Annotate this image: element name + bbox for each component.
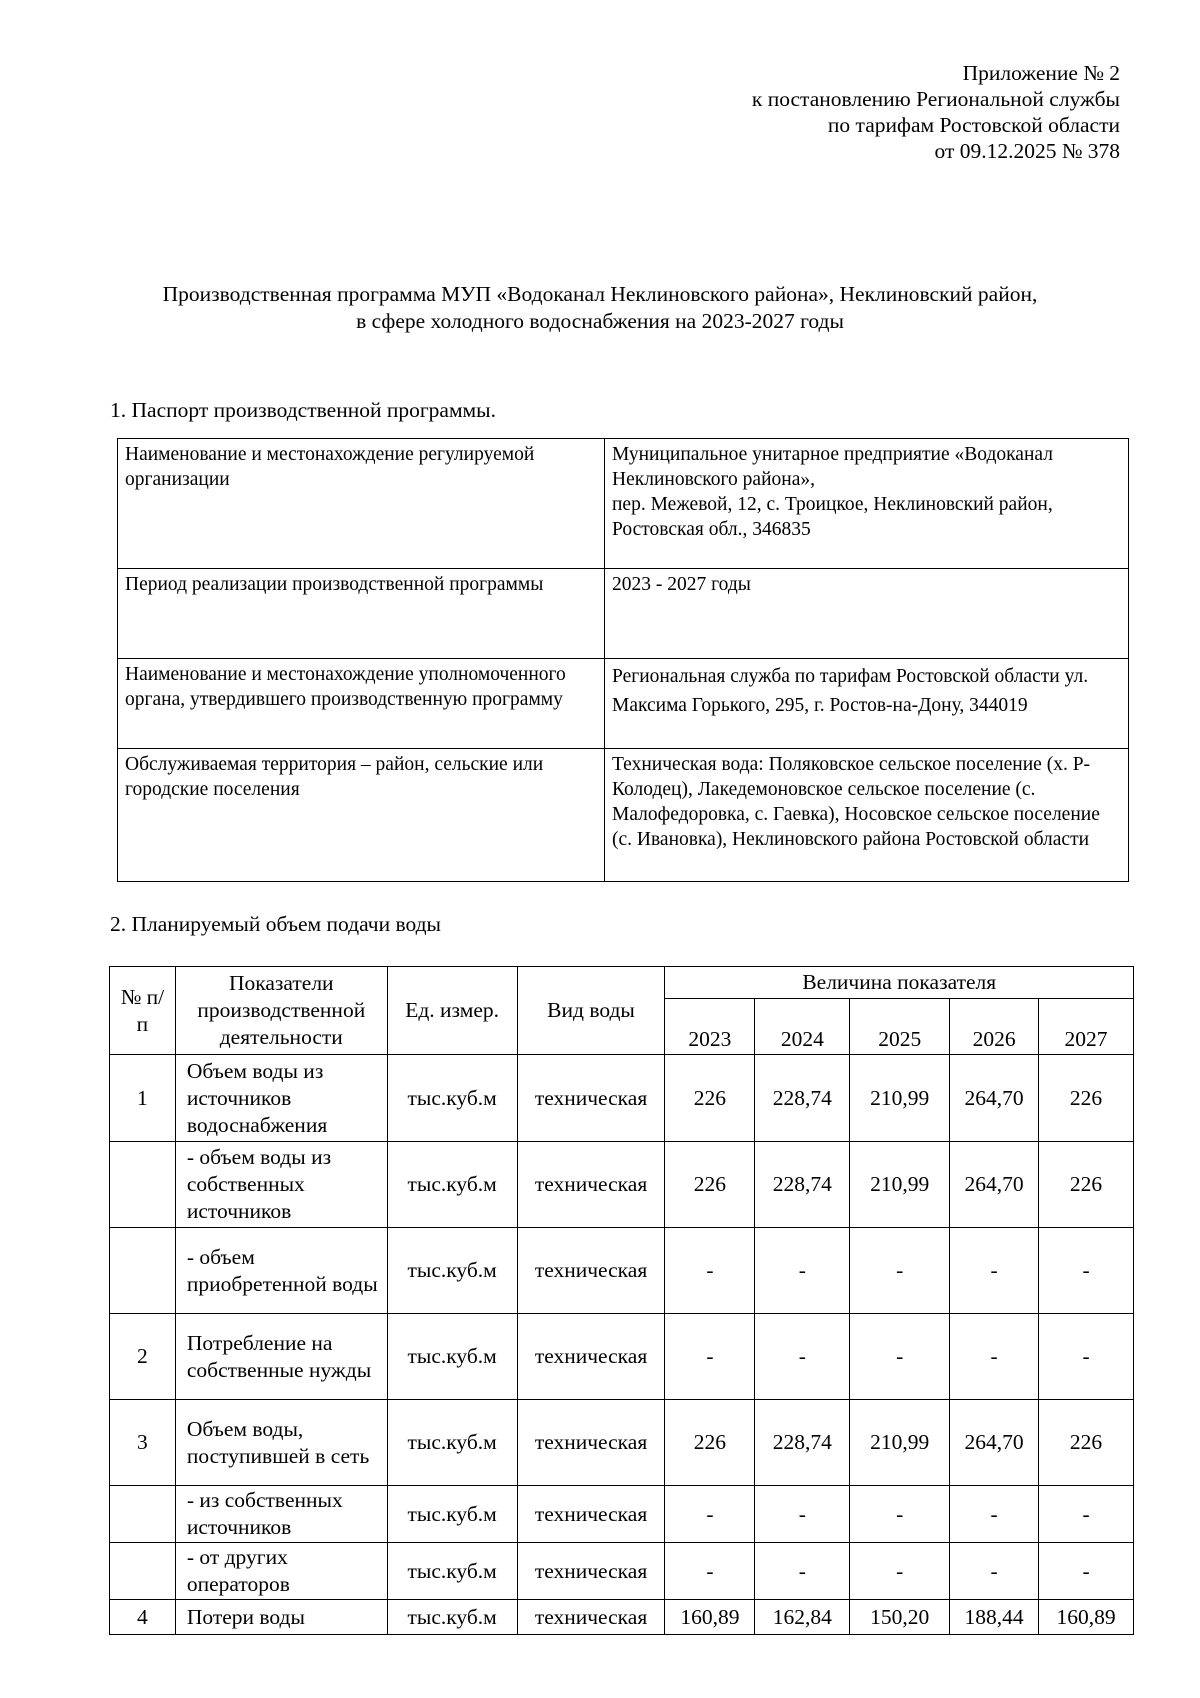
- col-header-year: 2025: [850, 999, 950, 1055]
- row-value-2025: -: [850, 1543, 950, 1600]
- passport-row: [118, 749, 1129, 882]
- row-value-2026: 264,70: [950, 1400, 1039, 1486]
- row-value-2025: 210,99: [850, 1055, 950, 1142]
- table-row: [110, 1486, 1134, 1543]
- row-water-type: техническая: [517, 1486, 665, 1543]
- row-number: 2: [110, 1314, 176, 1400]
- row-value-2027: 226: [1039, 1142, 1134, 1228]
- row-value-2023: -: [665, 1486, 755, 1543]
- row-value-2026: -: [950, 1543, 1039, 1600]
- row-value-2023: 160,89: [665, 1600, 755, 1635]
- row-unit: тыс.куб.м: [387, 1543, 517, 1600]
- row-value-2026: 188,44: [950, 1600, 1039, 1635]
- row-number: [110, 1543, 176, 1600]
- row-value-2024: -: [755, 1228, 850, 1314]
- row-indicator: - от других операторов: [175, 1543, 387, 1600]
- row-unit: тыс.куб.м: [387, 1400, 517, 1486]
- table-header-row: [110, 967, 1134, 999]
- table-row: [110, 1543, 1134, 1600]
- row-water-type: техническая: [517, 1055, 665, 1142]
- row-number: [110, 1228, 176, 1314]
- row-water-type: техническая: [517, 1600, 665, 1635]
- row-water-type: техническая: [517, 1142, 665, 1228]
- row-value-2023: 226: [665, 1055, 755, 1142]
- row-value-2024: 228,74: [755, 1142, 850, 1228]
- passport-value: 2023 - 2027 годы: [605, 569, 1129, 659]
- row-number: [110, 1142, 176, 1228]
- row-indicator: Потребление на собственные нужды: [175, 1314, 387, 1400]
- document-title-line2: в сфере холодного водоснабжения на 2023-2027 годы: [356, 309, 844, 333]
- row-value-2023: -: [665, 1543, 755, 1600]
- row-value-2024: 162,84: [755, 1600, 850, 1635]
- row-indicator: - из собственных источников: [175, 1486, 387, 1543]
- row-indicator: Потери воды: [175, 1600, 387, 1635]
- passport-row: [118, 659, 1129, 749]
- row-value-2027: 160,89: [1039, 1600, 1134, 1635]
- row-unit: тыс.куб.м: [387, 1055, 517, 1142]
- row-value-2025: -: [850, 1314, 950, 1400]
- row-value-2026: -: [950, 1314, 1039, 1400]
- row-value-2024: -: [755, 1486, 850, 1543]
- appendix-header: [752, 60, 1120, 164]
- row-value-2026: -: [950, 1486, 1039, 1543]
- row-indicator: Объем воды из источников водоснабжения: [175, 1055, 387, 1142]
- passport-label: Обслуживаемая территория – район, сельские или городские поселения: [118, 749, 605, 882]
- row-unit: тыс.куб.м: [387, 1314, 517, 1400]
- table-row: [110, 1228, 1134, 1314]
- document-title: [60, 281, 1140, 335]
- table-row: [110, 1055, 1134, 1142]
- row-unit: тыс.куб.м: [387, 1486, 517, 1543]
- col-header-indicator: Показатели производственной деятельности: [175, 967, 387, 1055]
- row-indicator: - объем воды из собственных источников: [175, 1142, 387, 1228]
- row-water-type: техническая: [517, 1400, 665, 1486]
- row-number: 1: [110, 1055, 176, 1142]
- col-header-year: 2024: [755, 999, 850, 1055]
- row-value-2027: -: [1039, 1314, 1134, 1400]
- row-value-2023: 226: [665, 1142, 755, 1228]
- row-water-type: техническая: [517, 1543, 665, 1600]
- row-value-2027: 226: [1039, 1055, 1134, 1142]
- col-header-year: 2027: [1039, 999, 1134, 1055]
- row-value-2027: -: [1039, 1543, 1134, 1600]
- row-value-2027: -: [1039, 1486, 1134, 1543]
- row-value-2025: -: [850, 1486, 950, 1543]
- passport-value: Муниципальное унитарное предприятие «Водоканал Неклиновского района», пер. Межевой, 12, с. Троицкое, Неклиновский район, Ростовская обл., 346835: [605, 439, 1129, 569]
- col-header-unit: Ед. измер.: [387, 967, 517, 1055]
- row-value-2026: 264,70: [950, 1142, 1039, 1228]
- appendix-date-number: от 09.12.2025 № 378: [934, 139, 1120, 163]
- col-header-value-group: Величина показателя: [665, 967, 1134, 999]
- document-title-line1: Производственная программа МУП «Водоканал Неклиновского района», Неклиновский район,: [162, 282, 1038, 306]
- passport-row: [118, 569, 1129, 659]
- passport-value: Техническая вода: Поляковское сельское поселение (х. Р-Колодец), Лакедемоновское сельское поселение (с. Малофедоровка, с. Гаевка), Носовское сельское поселение (с. Ивановка), Неклиновского района Ростовской области: [605, 749, 1129, 882]
- row-number: 3: [110, 1400, 176, 1486]
- row-water-type: техническая: [517, 1228, 665, 1314]
- water-volume-table: [109, 966, 1134, 1635]
- row-value-2024: -: [755, 1314, 850, 1400]
- row-value-2025: 210,99: [850, 1400, 950, 1486]
- row-value-2025: 210,99: [850, 1142, 950, 1228]
- row-unit: тыс.куб.м: [387, 1600, 517, 1635]
- section1-heading: 1. Паспорт производственной программы.: [110, 398, 496, 422]
- row-water-type: техническая: [517, 1314, 665, 1400]
- col-header-year: 2026: [950, 999, 1039, 1055]
- row-value-2025: -: [850, 1228, 950, 1314]
- row-value-2025: 150,20: [850, 1600, 950, 1635]
- passport-label: Наименование и местонахождение регулируемой организации: [118, 439, 605, 569]
- row-value-2027: 226: [1039, 1400, 1134, 1486]
- row-unit: тыс.куб.м: [387, 1228, 517, 1314]
- appendix-number: Приложение № 2: [962, 61, 1120, 85]
- row-unit: тыс.куб.м: [387, 1142, 517, 1228]
- row-value-2026: -: [950, 1228, 1039, 1314]
- row-value-2024: 228,74: [755, 1055, 850, 1142]
- row-value-2024: -: [755, 1543, 850, 1600]
- col-header-year: 2023: [665, 999, 755, 1055]
- col-header-water-type: Вид воды: [517, 967, 665, 1055]
- row-value-2023: 226: [665, 1400, 755, 1486]
- row-indicator: - объем приобретенной воды: [175, 1228, 387, 1314]
- section2-heading: 2. Планируемый объем подачи воды: [110, 912, 441, 936]
- row-number: 4: [110, 1600, 176, 1635]
- table-row: [110, 1142, 1134, 1228]
- passport-label: Период реализации производственной программы: [118, 569, 605, 659]
- row-value-2023: -: [665, 1314, 755, 1400]
- passport-label: Наименование и местонахождение уполномоченного органа, утвердившего производственную программу: [118, 659, 605, 749]
- row-value-2023: -: [665, 1228, 755, 1314]
- appendix-resolution-ref: к постановлению Региональной службы: [751, 87, 1120, 111]
- row-value-2024: 228,74: [755, 1400, 850, 1486]
- table-row: [110, 1314, 1134, 1400]
- row-number: [110, 1486, 176, 1543]
- row-value-2027: -: [1039, 1228, 1134, 1314]
- passport-value: Региональная служба по тарифам Ростовской области ул. Максима Горького, 295, г. Ростов-на-Дону, 344019: [605, 659, 1129, 749]
- passport-row: [118, 439, 1129, 569]
- passport-table: [117, 438, 1129, 882]
- appendix-agency: по тарифам Ростовской области: [827, 113, 1120, 137]
- col-header-num: № п/п: [110, 967, 176, 1055]
- table-row: [110, 1600, 1134, 1635]
- table-row: [110, 1400, 1134, 1486]
- row-value-2026: 264,70: [950, 1055, 1039, 1142]
- row-indicator: Объем воды, поступившей в сеть: [175, 1400, 387, 1486]
